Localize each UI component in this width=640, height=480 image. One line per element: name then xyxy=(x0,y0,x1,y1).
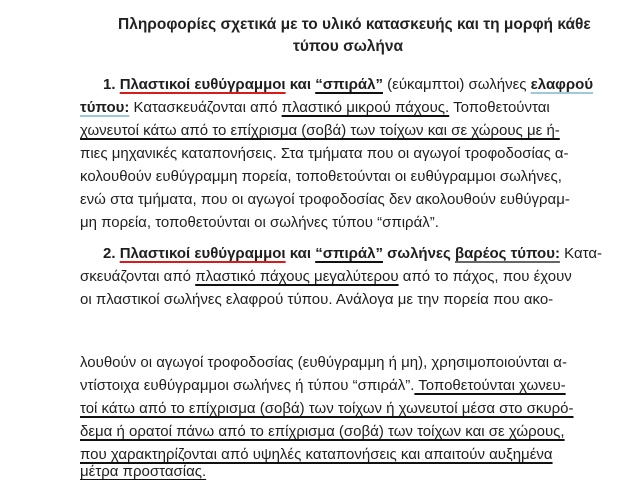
p3-line-1: λουθούν οι αγωγοί τροφοδοσίας (ευθύγραμμη ή μη), χρησιμοποιούνται α- xyxy=(80,354,567,371)
p2-thick-plastic: πλαστικό πάχους μεγαλύτερου xyxy=(195,268,399,285)
p1-title-red: Πλαστικοί ευθύγραμμοι xyxy=(119,76,286,93)
p2-number: 2. xyxy=(103,245,116,262)
p3-line-3: τοί κάτω από το επίχρισμα (σοβά) των τοίχων ή χωνευτοί μέσα στο σκυρό- xyxy=(80,400,574,417)
p1-line-5: κολουθούν ευθύγραμμη πορεία, τοποθετούνται οι ευθύγραμμοι σωλήνες, xyxy=(80,168,562,185)
p3-line-5: που χαρακτηρίζονται από υψηλές καταπονήσεις και απαιτούν αυξημένα xyxy=(80,446,553,463)
p2-title-spiral: “σπιράλ” xyxy=(315,245,383,262)
p2-heavy-type: βαρέος τύπου: xyxy=(455,245,560,262)
heading-line-1: Πληροφορίες σχετικά με το υλικό κατασκευής και τη μορφή κάθε xyxy=(118,16,591,33)
p3-line2-ul: Τοποθετούνται χωνευ- xyxy=(414,377,566,394)
p2-title-and: και xyxy=(285,245,316,262)
p1-line-4: πιες μηχανικές καταπονήσεις. Στα τμήματα που οι αγωγοί τροφοδοσίας α- xyxy=(80,145,569,162)
p1-line-7: μη πορεία, τοποθετούνται οι σωλήνες τύπου “σπιράλ”. xyxy=(80,214,439,231)
p3-line-6: μέτρα προστασίας. xyxy=(80,463,207,480)
p1-title-line xyxy=(103,74,593,97)
p1-title-light: ελαφρού xyxy=(530,76,594,93)
p1-title-and: και xyxy=(285,76,316,93)
p2-line-2 xyxy=(80,266,572,289)
p1-line-2 xyxy=(80,97,550,120)
p2-title-rest: σωλήνες xyxy=(382,245,456,262)
p2-line-3: οι πλαστικοί σωλήνες ελαφρού τύπου. Ανάλογα με την πορεία που ακο- xyxy=(80,291,554,308)
p1-number: 1. xyxy=(103,76,116,93)
heading-line-2: τύπου σωλήνα xyxy=(292,38,404,55)
p2-title-line xyxy=(103,243,602,266)
p1-title-rest: (εύκαμπτοι) σωλήνες xyxy=(382,76,531,93)
p1-line-6: ενώ στα τμήματα, που οι αγωγοί τροφοδοσίας δεν ακολουθούν ευθύγραμ- xyxy=(80,191,570,208)
p2-title-red: Πλαστικοί ευθύγραμμοι xyxy=(119,245,286,262)
p2-line2-text: σκευάζονται από xyxy=(80,268,196,285)
p3-line-2 xyxy=(80,375,566,398)
p1-line-3: χωνευτοί κάτω από το επίχρισμα (σοβά) των τοίχων και σε χώρους με ή- xyxy=(80,122,560,139)
p1-thin-plastic: πλαστικό μικρού πάχους. xyxy=(281,99,450,116)
p1-line2-tail: Τοποθετούνται xyxy=(449,99,550,116)
p1-title-spiral: “σπιράλ” xyxy=(315,76,383,93)
p2-title-tail: Κατα- xyxy=(559,245,602,262)
p1-line2-text: Κατασκευάζονται από xyxy=(129,99,282,116)
p1-type-label: τύπου: xyxy=(80,99,130,116)
p3-line2-text: ντίστοιχα ευθύγραμμοι σωλήνες ή τύπου “σπιράλ”. xyxy=(80,377,415,394)
p3-line-4: δεμα ή ορατοί πάνω από το επίχρισμα (σοβά) των τοίχων και σε χώρους, xyxy=(80,423,565,440)
p2-line2-tail: από το πάχος, που έχουν xyxy=(398,268,572,285)
section-heading xyxy=(118,14,618,58)
